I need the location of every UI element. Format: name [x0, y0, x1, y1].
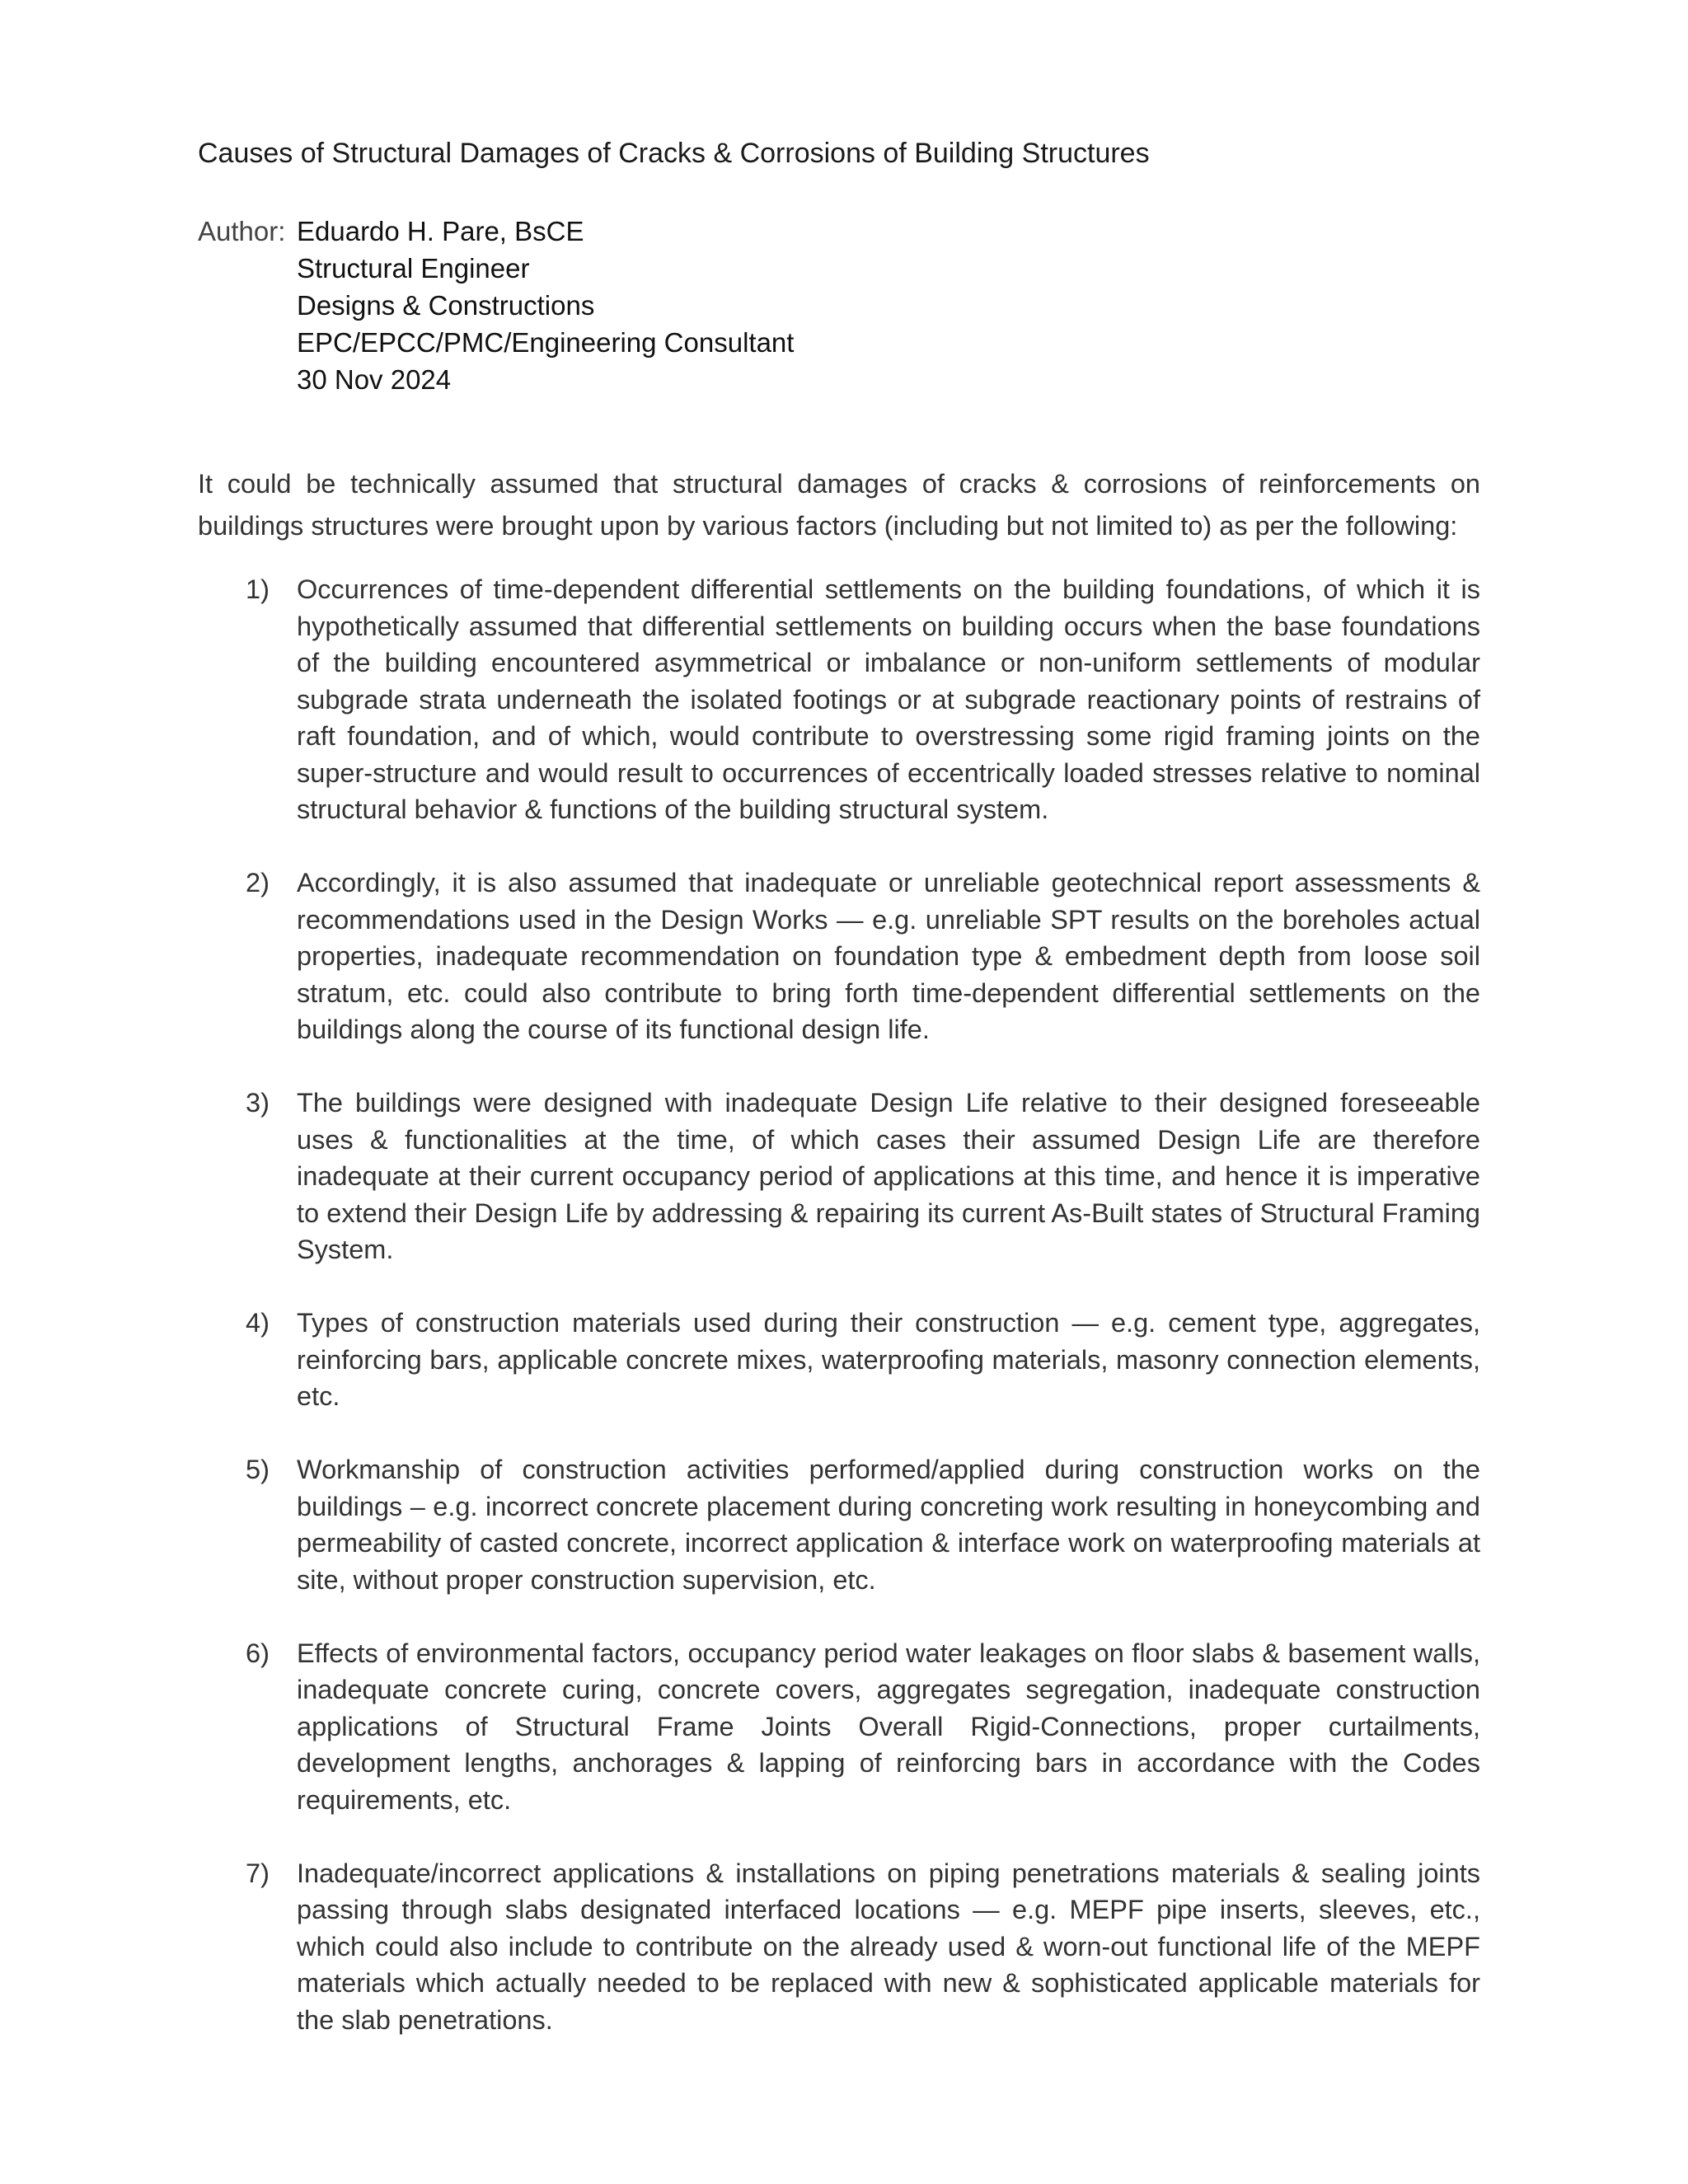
list-item-text: Effects of environmental factors, occupancy period water leakages on floor slabs & basement walls, inadequate concrete curing, concrete covers, aggregates segregation, inadequate construction applications of Structural Frame Joints Overall Rigid-Connections, proper curtailments, development lengths, anchorages & lapping of reinforcing bars in accordance with the Codes requirements, etc.	[297, 1638, 1480, 1815]
list-item	[198, 1305, 1480, 1415]
list-item-number: 3)	[246, 1088, 270, 1118]
list-item	[198, 865, 1480, 1048]
list-item-number: 2)	[246, 868, 270, 898]
list-item	[198, 1085, 1480, 1268]
author-title: Structural Engineer	[297, 253, 530, 284]
author-date: 30 Nov 2024	[297, 364, 452, 395]
list-item-number: 4)	[246, 1308, 270, 1338]
list-item	[198, 1855, 1480, 2039]
list-item	[198, 1451, 1480, 1598]
list-item-text: Accordingly, it is also assumed that inadequate or unreliable geotechnical report assessments & recommendations used in the Design Works — e.g. unreliable SPT results on the boreholes actual properties, inadequate recommendation on foundation type & embedment depth from loose soil stratum, etc. could also contribute to bring forth time-dependent differential settlements on the buildings along the course of its functional design life.	[297, 868, 1480, 1044]
author-name: Eduardo H. Pare, BsCE	[297, 216, 584, 246]
list-item-text: Occurrences of time-dependent differential settlements on the building foundations, of which it is hypothetically assumed that differential settlements on building occurs when the base foundations of the building encountered asymmetrical or imbalance or non-uniform settlements of modular subgrade strata underneath the isolated footings or at subgrade reactionary points of restrains of raft foundation, and of which, would contribute to overstressing some rigid framing joints on the super-structure and would result to occurrences of eccentrically loaded stresses relative to nominal structural behavior & functions of the building structural system.	[297, 574, 1480, 824]
author-field: Designs & Constructions	[297, 290, 595, 321]
list-item-text: Workmanship of construction activities performed/applied during construction works on the buildings – e.g. incorrect concrete placement during concreting work resulting in honeycombing and permeability of casted concrete, incorrect application & interface work on waterproofing materials at site, without proper construction supervision, etc.	[297, 1455, 1480, 1595]
author-role: EPC/EPCC/PMC/Engineering Consultant	[297, 327, 795, 358]
author-label: Author:	[198, 216, 286, 246]
list-item-number: 1)	[246, 574, 270, 604]
intro-paragraph: It could be technically assumed that structural damages of cracks & corrosions of reinforcements on buildings structures were brought upon by various factors (including but not limited to) as per the following:	[198, 469, 1480, 541]
author-details	[297, 213, 794, 398]
list-item-text: Types of construction materials used during their construction — e.g. cement type, aggregates, reinforcing bars, applicable concrete mixes, waterproofing materials, masonry connection elements, etc.	[297, 1308, 1480, 1411]
list-item-number: 6)	[246, 1638, 270, 1668]
list-item-number: 7)	[246, 1858, 270, 1888]
causes-list	[198, 571, 1480, 2075]
list-item	[198, 1635, 1480, 1819]
author-row	[198, 213, 1484, 398]
list-item-text: The buildings were designed with inadequate Design Life relative to their designed foreseeable uses & functionalities at the time, of which cases their assumed Design Life are therefore inadequate at their current occupancy period of applications at this time, and hence it is imperative to extend their Design Life by addressing & repairing its current As-Built states of Structural Framing System.	[297, 1088, 1480, 1264]
document-title: Causes of Structural Damages of Cracks & Corrosions of Building Structures	[198, 138, 1150, 169]
list-item-text: Inadequate/incorrect applications & installations on piping penetrations materials & sealing joints passing through slabs designated interfaced locations — e.g. MEPF pipe inserts, sleeves, etc., which could also include to contribute on the already used & worn-out functional life of the MEPF materials which actually needed to be replaced with new & sophisticated applicable materials for the slab penetrations.	[297, 1858, 1480, 2035]
list-item	[198, 571, 1480, 828]
author-block	[198, 213, 1484, 398]
list-item-number: 5)	[246, 1455, 270, 1484]
